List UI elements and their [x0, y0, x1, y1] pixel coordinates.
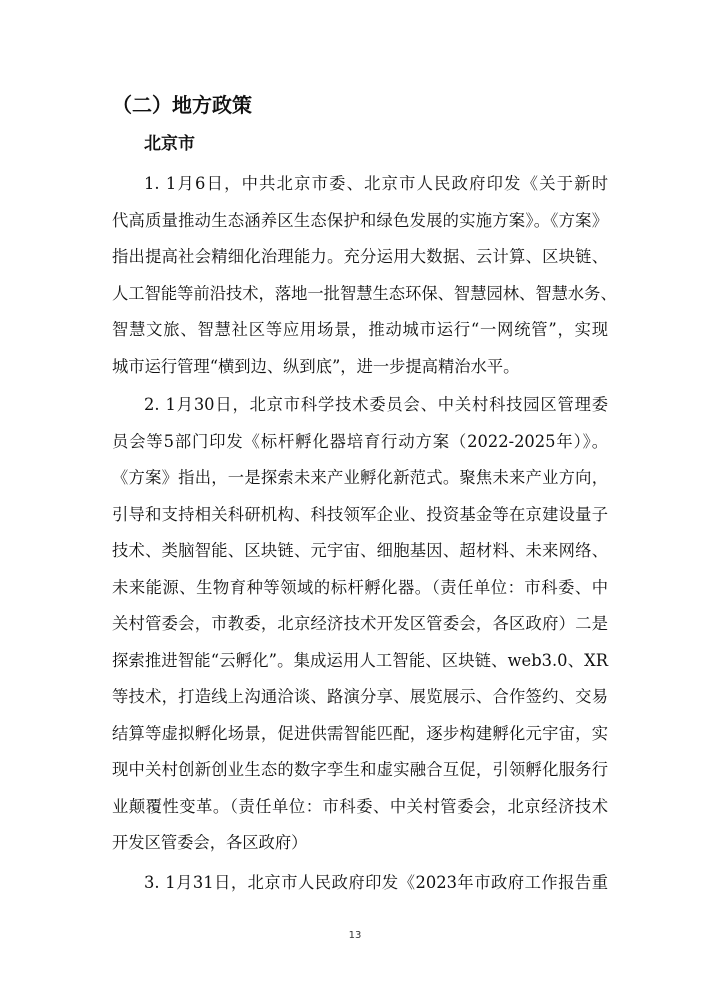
paragraph-line: 《方案》指出，一是探索未来产业孵化新范式。聚焦未来产业方向， — [112, 468, 608, 487]
paragraph-1 — [112, 166, 617, 385]
paragraph-line: 技术、类脑智能、区块链、元宇宙、细胞基因、超材料、未来网络、 — [112, 541, 608, 560]
sub-heading-beijing: 北京市 — [144, 134, 195, 154]
section-heading: （二）地方政策 — [112, 93, 252, 117]
paragraph-line: 城市运行管理“横到边、纵到底”，进一步提高精治水平。 — [112, 356, 520, 376]
paragraph-line: 现中关村创新创业生态的数字孪生和虚实融合互促，引领孵化服务行 — [112, 760, 608, 779]
paragraph-line: 1. 1月6日，中共北京市委、北京市人民政府印发《关于新时 — [144, 174, 608, 193]
paragraph-line: 引导和支持相关科研机构、科技领军企业、投资基金等在京建设量子 — [112, 504, 608, 524]
paragraph-line: 开发区管委会，各区政府） — [112, 833, 308, 852]
paragraph-line: 智慧文旅、智慧社区等应用场景，推动城市运行“一网统管”，实现 — [112, 320, 608, 339]
paragraph-line: 员会等5部门印发《标杆孵化器培育行动方案（2022-2025年）》。 — [112, 431, 608, 451]
paragraph-line: 代高质量推动生态涵养区生态保护和绿色发展的实施方案》。《方案》 — [112, 210, 608, 230]
paragraph-line: 业颠覆性变革。（责任单位：市科委、中关村管委会，北京经济技术 — [112, 796, 608, 816]
paragraph-line: 关村管委会，市教委，北京经济技术开发区管委会，各区政府）二是 — [112, 614, 608, 633]
paragraph-2 — [112, 387, 608, 862]
page-number: 13 — [348, 930, 362, 941]
paragraph-line: 人工智能等前沿技术，落地一批智慧生态环保、智慧园林、智慧水务、 — [112, 283, 617, 303]
paragraph-line: 等技术，打造线上沟通洽谈、路演分享、展览展示、合作签约、交易 — [112, 687, 608, 706]
paragraph-3 — [112, 865, 608, 902]
paragraph-line: 3. 1月31日，北京市人民政府印发《2023年市政府工作报告重 — [144, 873, 608, 892]
paragraph-line: 探索推进智能“云孵化”。集成运用人工智能、区块链、web3.0、XR — [112, 650, 608, 670]
paragraph-line: 结算等虚拟孵化场景，促进供需智能匹配，逐步构建孵化元宇宙，实 — [112, 723, 608, 743]
paragraph-line: 未来能源、生物育种等领域的标杆孵化器。（责任单位：市科委、中 — [112, 577, 608, 597]
paragraph-line: 2. 1月30日，北京市科学技术委员会、中关村科技园区管理委 — [144, 395, 608, 414]
paragraph-line: 指出提高社会精细化治理能力。充分运用大数据、云计算、区块链、 — [112, 247, 608, 266]
